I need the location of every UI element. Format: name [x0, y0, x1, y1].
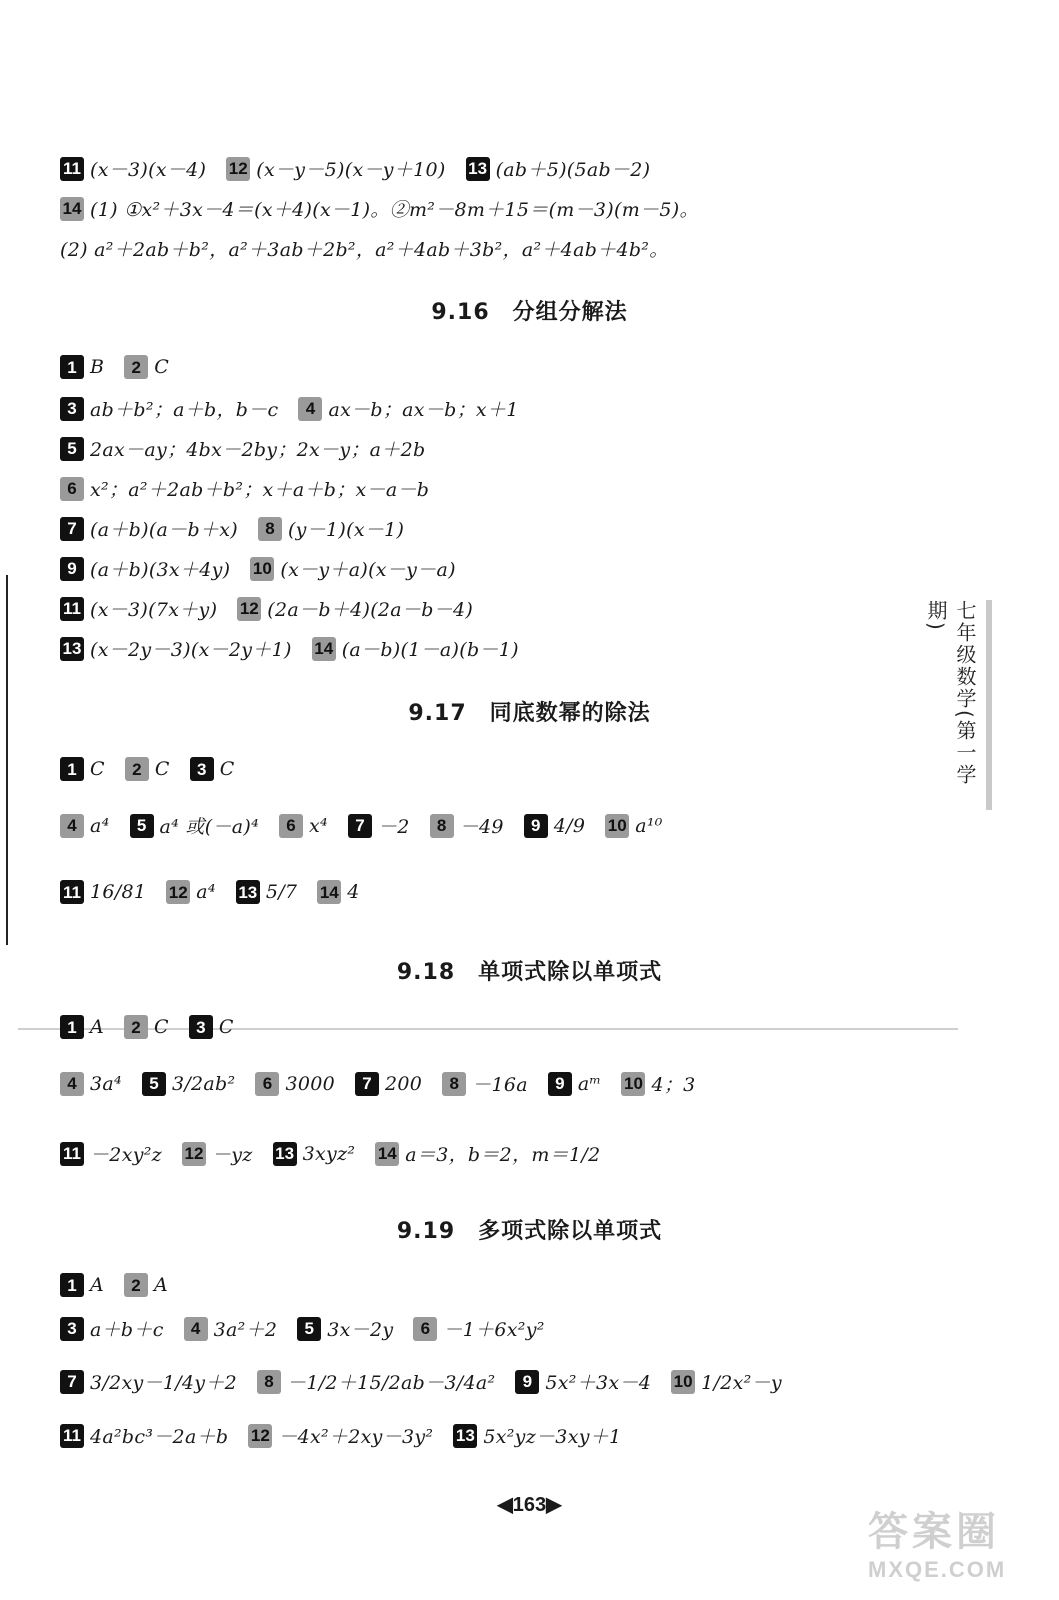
answer-text: 2ax－ay；4bx－2by；2x－y；a＋2b	[90, 439, 426, 461]
answer-item	[124, 355, 169, 379]
answer-item	[226, 155, 445, 182]
left-margin-bar	[6, 575, 8, 945]
question-number-badge: 3	[189, 1015, 213, 1039]
question-number-badge: 6	[279, 814, 303, 838]
answer-text: －yz	[211, 1144, 253, 1166]
answer-item	[255, 1072, 335, 1096]
answer-item	[515, 1368, 651, 1395]
answer-text: x²；a²＋2ab＋b²；x＋a＋b；x－a－b	[90, 479, 430, 501]
question-number-badge: 13	[236, 880, 260, 904]
answer-line	[60, 1315, 879, 1342]
answer-text: (a＋b)(3x＋4y)	[90, 559, 231, 581]
question-number-badge: 13	[466, 157, 490, 181]
answer-item	[273, 1142, 356, 1166]
question-number-badge: 7	[348, 814, 372, 838]
answer-text: 16/81	[90, 881, 147, 903]
answer-text: (x－3)(7x＋y)	[90, 599, 218, 621]
question-number-badge: 8	[442, 1072, 466, 1096]
section-title: 9.19 多项式除以单项式	[396, 1219, 663, 1244]
question-number-badge: 10	[621, 1072, 645, 1096]
answer-line	[60, 1368, 879, 1395]
answer-text: aᵐ	[577, 1072, 602, 1095]
answer-line	[60, 635, 879, 662]
answer-item	[60, 1273, 104, 1297]
answer-text: 3x－2y	[327, 1319, 394, 1341]
question-number-badge: 3	[60, 1317, 84, 1341]
question-number-badge: 6	[60, 477, 84, 501]
section-title: 9.17 同底数幂的除法	[408, 701, 651, 726]
answer-text: 5/7	[265, 881, 298, 903]
question-number-badge: 10	[671, 1370, 695, 1394]
answer-item	[60, 1422, 228, 1449]
question-number-badge: 7	[355, 1072, 379, 1096]
answer-item	[130, 812, 259, 839]
question-number-badge: 6	[413, 1317, 437, 1341]
answer-item	[124, 1273, 168, 1297]
answer-item	[237, 595, 473, 622]
answer-text: ax－b；ax－b；x＋1	[328, 399, 519, 421]
question-number-badge: 13	[60, 637, 84, 661]
question-number-badge: 14	[375, 1142, 399, 1166]
answer-line	[60, 757, 879, 781]
answer-item	[317, 880, 359, 904]
answer-item	[189, 1015, 234, 1039]
question-number-badge: 2	[125, 757, 149, 781]
answer-item	[60, 475, 429, 502]
question-number-badge: 8	[257, 1370, 281, 1394]
answer-text: (2a－b＋4)(2a－b－4)	[267, 599, 474, 621]
answer-text: 5x²yz－3xy＋1	[483, 1426, 622, 1448]
answer-text: 4；3	[651, 1074, 696, 1096]
watermark-line2: MXQE.COM	[868, 1557, 1007, 1582]
question-number-badge: 5	[297, 1317, 321, 1341]
answer-text: A	[90, 1274, 105, 1296]
answer-text: (2) a²＋2ab＋b²，a²＋3ab＋2b²，a²＋4ab＋3b²，a²＋4ab＋4b²。	[60, 239, 669, 261]
answer-item	[442, 1070, 528, 1097]
question-number-badge: 2	[124, 1015, 148, 1039]
watermark	[868, 1500, 1048, 1590]
answer-item	[257, 1368, 495, 1395]
answer-text: 3/2ab²	[171, 1072, 236, 1095]
answer-item	[248, 1422, 433, 1449]
answer-text: A	[90, 1016, 105, 1038]
question-number-badge: 11	[60, 880, 84, 904]
answer-line	[60, 395, 879, 422]
question-number-badge: 13	[453, 1424, 477, 1448]
answer-item	[60, 1315, 164, 1342]
answer-item	[142, 1072, 236, 1096]
answer-text: 4/9	[553, 814, 586, 837]
answer-line	[60, 1070, 879, 1097]
question-number-badge: 1	[60, 757, 84, 781]
answer-text: 4	[347, 881, 360, 903]
answer-item	[298, 395, 518, 422]
answer-text: a¹⁰	[635, 814, 663, 837]
answer-line	[60, 1422, 879, 1449]
answer-item	[605, 814, 662, 838]
answer-text: －1/2＋15/2ab－3/4a²	[287, 1372, 496, 1394]
answer-line	[60, 1140, 879, 1167]
answer-text: (1) ①x²＋3x－4＝(x＋4)(x－1)。②m²－8m＋15＝(m－3)(m－5)。	[90, 199, 699, 221]
page-number: ◀163▶	[497, 1494, 562, 1516]
answer-item	[671, 1368, 782, 1395]
question-number-badge: 5	[142, 1072, 166, 1096]
answer-text: 5x²＋3x－4	[545, 1372, 652, 1394]
answer-text: 200	[385, 1072, 423, 1095]
answer-text: 3xyz²	[302, 1142, 356, 1165]
question-number-badge: 8	[258, 517, 282, 541]
answer-item	[524, 814, 585, 838]
answer-line	[60, 1273, 879, 1297]
answer-text: 4a²bc³－2a＋b	[90, 1426, 229, 1448]
answer-line	[60, 880, 879, 904]
answer-item	[375, 1140, 600, 1167]
answer-text: －1＋6x²y²	[443, 1319, 545, 1341]
answer-text: (ab＋5)(5ab－2)	[495, 159, 651, 181]
answer-item	[348, 812, 410, 839]
answer-text: －49	[459, 816, 504, 838]
answer-text: (y－1)(x－1)	[287, 519, 405, 541]
question-number-badge: 11	[60, 1424, 84, 1448]
question-number-badge: 11	[60, 1142, 84, 1166]
question-number-badge: 4	[60, 1072, 84, 1096]
answer-item	[453, 1422, 621, 1449]
answer-item	[184, 1315, 278, 1342]
question-number-badge: 9	[60, 557, 84, 581]
answer-item	[60, 814, 110, 838]
question-number-badge: 14	[60, 197, 84, 221]
question-number-badge: 2	[124, 355, 148, 379]
question-number-badge: 3	[60, 397, 84, 421]
question-number-badge: 2	[124, 1273, 148, 1297]
answer-line	[60, 475, 879, 502]
question-number-badge: 1	[60, 1015, 84, 1039]
answer-item	[621, 1070, 695, 1097]
side-label: 七年级数学(第一学期)	[940, 600, 992, 810]
question-number-badge: 4	[184, 1317, 208, 1341]
question-number-badge: 10	[250, 557, 274, 581]
answer-item	[466, 155, 651, 182]
question-number-badge: 12	[237, 597, 261, 621]
answer-text: (a＋b)(a－b＋x)	[90, 519, 238, 541]
answer-line	[60, 595, 879, 622]
answer-item	[60, 155, 206, 182]
answer-text: C	[219, 758, 235, 780]
answer-text: ab＋b²；a＋b，b－c	[90, 399, 279, 421]
answer-item	[60, 515, 238, 542]
answer-text: a⁴	[196, 881, 216, 903]
question-number-badge: 12	[166, 880, 190, 904]
answer-line	[60, 555, 879, 582]
question-number-badge: 4	[298, 397, 322, 421]
question-number-badge: 9	[515, 1370, 539, 1394]
answer-item	[60, 235, 669, 262]
answer-item	[60, 595, 217, 622]
question-number-badge: 10	[605, 814, 629, 838]
answer-item	[190, 757, 235, 781]
answer-item	[60, 635, 292, 662]
question-number-badge: 8	[430, 814, 454, 838]
answer-text: B	[90, 356, 105, 378]
answer-text: a＝3，b＝2，m＝1/2	[405, 1144, 601, 1166]
section-title: 9.16 分组分解法	[431, 300, 628, 325]
answer-text: 3a⁴	[90, 1072, 122, 1095]
answer-item	[60, 1140, 162, 1167]
answer-item	[430, 812, 504, 839]
question-number-badge: 9	[548, 1072, 572, 1096]
answer-text: (x－3)(x－4)	[90, 159, 207, 181]
answer-item	[355, 1072, 422, 1096]
answer-text: －2	[377, 816, 410, 838]
answer-item	[250, 555, 455, 582]
question-number-badge: 1	[60, 1273, 84, 1297]
section-title: 9.18 单项式除以单项式	[396, 960, 663, 985]
question-number-badge: 6	[255, 1072, 279, 1096]
answer-text: －4x²＋2xy－3y²	[278, 1426, 434, 1448]
answer-line	[60, 1015, 879, 1039]
answer-item	[60, 355, 104, 379]
answer-item	[60, 1072, 122, 1096]
answer-text: A	[154, 1274, 169, 1296]
answer-text: C	[218, 1016, 234, 1038]
answer-text: 3/2xy－1/4y＋2	[90, 1372, 238, 1394]
answer-line	[60, 515, 879, 542]
question-number-badge: 14	[317, 880, 341, 904]
question-number-badge: 5	[130, 814, 154, 838]
answer-line	[60, 435, 879, 462]
answer-item	[60, 757, 105, 781]
question-number-badge: 4	[60, 814, 84, 838]
answer-item	[413, 1315, 544, 1342]
answer-text: a⁴	[90, 814, 110, 837]
answer-item	[60, 1015, 104, 1039]
answer-item	[60, 195, 699, 222]
question-number-badge: 13	[273, 1142, 297, 1166]
question-number-badge: 9	[524, 814, 548, 838]
answer-item	[60, 1368, 237, 1395]
answer-text: 3000	[285, 1072, 335, 1095]
question-number-badge: 5	[60, 437, 84, 461]
answer-item	[258, 515, 404, 542]
answer-item	[297, 1315, 393, 1342]
question-number-badge: 12	[226, 157, 250, 181]
answer-item	[548, 1072, 602, 1096]
question-number-badge: 11	[60, 157, 84, 181]
question-number-badge: 11	[60, 597, 84, 621]
question-number-badge: 12	[182, 1142, 206, 1166]
question-number-badge: 3	[190, 757, 214, 781]
answer-text: a＋b＋c	[90, 1319, 164, 1341]
answer-item	[60, 880, 146, 904]
answer-line	[60, 235, 879, 262]
question-number-badge: 7	[60, 1370, 84, 1394]
question-number-badge: 12	[248, 1424, 272, 1448]
question-number-badge: 1	[60, 355, 84, 379]
answer-text: C	[154, 356, 170, 378]
answer-item	[166, 880, 216, 904]
answer-text: 1/2x²－y	[701, 1372, 782, 1394]
answer-text: －2xy²z	[90, 1144, 162, 1166]
answer-item	[279, 814, 328, 838]
answer-text: a⁴ 或(－a)⁴	[159, 816, 260, 838]
answer-line	[60, 195, 879, 222]
answer-text: C	[154, 758, 170, 780]
answer-text: (x－y－5)(x－y＋10)	[256, 159, 446, 181]
answer-line	[60, 355, 879, 379]
answer-item	[182, 1140, 253, 1167]
answer-item	[60, 395, 278, 422]
watermark-line1: 答案圈	[868, 1510, 1000, 1554]
answer-text: (a－b)(1－a)(b－1)	[341, 639, 519, 661]
answer-item	[312, 635, 519, 662]
answer-text: x⁴	[309, 814, 328, 837]
answer-text: (x－y＋a)(x－y－a)	[280, 559, 456, 581]
answer-text: －16a	[472, 1074, 528, 1096]
answer-text: C	[154, 1016, 169, 1038]
question-number-badge: 7	[60, 517, 84, 541]
answer-item	[124, 1015, 169, 1039]
answer-item	[236, 880, 297, 904]
answer-text: C	[90, 758, 105, 780]
answer-item	[60, 435, 425, 462]
answer-line	[60, 155, 879, 182]
question-number-badge: 14	[312, 637, 336, 661]
answer-item	[60, 555, 230, 582]
answer-text: (x－2y－3)(x－2y＋1)	[90, 639, 292, 661]
answer-line	[60, 812, 879, 839]
answer-text: 3a²＋2	[213, 1319, 278, 1341]
answer-item	[125, 757, 170, 781]
